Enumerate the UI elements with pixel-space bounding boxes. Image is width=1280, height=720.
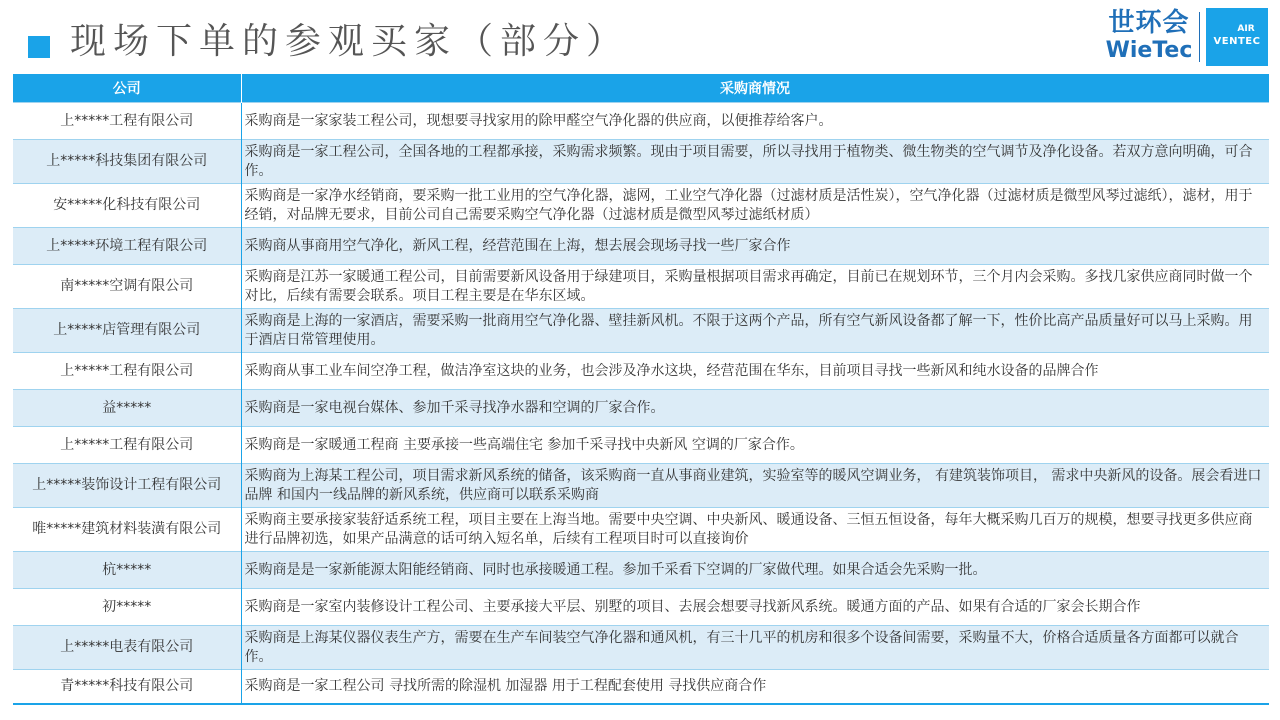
wietec-logo bbox=[1103, 8, 1195, 64]
table-row bbox=[13, 427, 1269, 464]
table-row bbox=[13, 589, 1269, 626]
logo-divider bbox=[1199, 12, 1200, 62]
wietec-logo-chinese: 世环会 bbox=[1108, 8, 1190, 38]
company-cell: 上*****工程有限公司 bbox=[13, 427, 241, 464]
table-row bbox=[13, 353, 1269, 390]
buyer-desc-cell: 采购商是一家电视台媒体、参加千采寻找净水器和空调的厂家合作。 bbox=[241, 390, 1269, 427]
table-row bbox=[13, 103, 1269, 140]
header-buyer-info: 采购商情况 bbox=[241, 74, 1269, 103]
company-cell: 青*****科技有限公司 bbox=[13, 670, 241, 704]
company-cell: 上*****装饰设计工程有限公司 bbox=[13, 464, 241, 508]
airventec-logo bbox=[1206, 8, 1268, 66]
company-cell: 益***** bbox=[13, 390, 241, 427]
buyer-desc-cell: 采购商为上海某工程公司，项目需求新风系统的储备，该采购商一直从事商业建筑，实验室等的暖风空调业务， 有建筑装饰项目， 需求中央新风的设备。展会看进口品牌 和国内一线品牌的新风系统，供应商可以联系采购商 bbox=[241, 464, 1269, 508]
company-cell: 唯*****建筑材料装潢有限公司 bbox=[13, 508, 241, 552]
buyer-desc-cell: 采购商从事商用空气净化，新风工程，经营范围在上海，想去展会现场寻找一些厂家合作 bbox=[241, 228, 1269, 265]
company-cell: 安*****化科技有限公司 bbox=[13, 184, 241, 228]
company-cell: 上*****工程有限公司 bbox=[13, 103, 241, 140]
buyer-desc-cell: 采购商是一家室内装修设计工程公司、主要承接大平层、别墅的项目、去展会想要寻找新风系统。暖通方面的产品、如果有合适的厂家会长期合作 bbox=[241, 589, 1269, 626]
company-cell: 上*****电表有限公司 bbox=[13, 626, 241, 670]
buyer-desc-cell: 采购商从事工业车间空净工程，做洁净室这块的业务，也会涉及净水这块，经营范围在华东，目前项目寻找一些新风和纯水设备的品牌合作 bbox=[241, 353, 1269, 390]
title-bullet-square bbox=[28, 36, 50, 58]
table-row bbox=[13, 464, 1269, 508]
table-row bbox=[13, 552, 1269, 589]
company-cell: 上*****店管理有限公司 bbox=[13, 309, 241, 353]
table-row bbox=[13, 309, 1269, 353]
table-row bbox=[13, 265, 1269, 309]
table-row bbox=[13, 228, 1269, 265]
page-title: 现场下单的参观买家（部分） bbox=[70, 21, 630, 62]
table-row bbox=[13, 184, 1269, 228]
company-cell: 初***** bbox=[13, 589, 241, 626]
table-row bbox=[13, 140, 1269, 184]
buyer-desc-cell: 采购商是上海的一家酒店，需要采购一批商用空气净化器、壁挂新风机。不限于这两个产品，所有空气新风设备都了解一下，性价比高产品质量好可以马上采购。用于酒店日常管理使用。 bbox=[241, 309, 1269, 353]
buyer-desc-cell: 采购商是一家暖通工程商 主要承接一些高端住宅 参加千采寻找中央新风 空调的厂家合作。 bbox=[241, 427, 1269, 464]
company-cell: 上*****科技集团有限公司 bbox=[13, 140, 241, 184]
header-company: 公司 bbox=[13, 74, 241, 103]
company-cell: 上*****环境工程有限公司 bbox=[13, 228, 241, 265]
company-cell: 上*****工程有限公司 bbox=[13, 353, 241, 390]
table-row bbox=[13, 626, 1269, 670]
table-row bbox=[13, 508, 1269, 552]
buyer-desc-cell: 采购商是一家家装工程公司，现想要寻找家用的除甲醛空气净化器的供应商，以便推荐给客户。 bbox=[241, 103, 1269, 140]
table-header-row bbox=[13, 74, 1269, 103]
buyers-table bbox=[13, 74, 1270, 705]
airventec-logo-air: AIR bbox=[1237, 24, 1255, 34]
company-cell: 南*****空调有限公司 bbox=[13, 265, 241, 309]
buyer-desc-cell: 采购商主要承接家装舒适系统工程，项目主要在上海当地。需要中央空调、中央新风、暖通设备、三恒五恒设备，每年大概采购几百万的规模，想要寻找更多供应商进行品牌初选，如果产品满意的话可纳入短名单，后续有工程项目时可以直接询价 bbox=[241, 508, 1269, 552]
buyer-desc-cell: 采购商是是一家新能源太阳能经销商、同时也承接暖通工程。参加千采看下空调的厂家做代理。如果合适会先采购一批。 bbox=[241, 552, 1269, 589]
airventec-logo-ventec: VENTEC bbox=[1213, 36, 1261, 47]
table-row bbox=[13, 390, 1269, 427]
buyer-desc-cell: 采购商是一家工程公司 寻找所需的除湿机 加湿器 用于工程配套使用 寻找供应商合作 bbox=[241, 670, 1269, 704]
company-cell: 杭***** bbox=[13, 552, 241, 589]
table-row bbox=[13, 670, 1269, 704]
wietec-logo-english: WieTec bbox=[1105, 38, 1193, 63]
buyer-desc-cell: 采购商是一家工程公司，全国各地的工程都承接，采购需求频繁。现由于项目需要，所以寻找用于植物类、微生物类的空气调节及净化设备。若双方意向明确，可合作。 bbox=[241, 140, 1269, 184]
buyer-desc-cell: 采购商是一家净水经销商，要采购一批工业用的空气净化器，滤网，工业空气净化器（过滤材质是活性炭），空气净化器（过滤材质是微型风琴过滤纸），滤材，用于经销，对品牌无要求，目前公司自己需要采购空气净化器（过滤材质是微型风琴过滤纸材质） bbox=[241, 184, 1269, 228]
buyer-desc-cell: 采购商是江苏一家暖通工程公司，目前需要新风设备用于绿建项目，采购量根据项目需求再确定，目前已在规划环节，三个月内会采购。多找几家供应商同时做一个对比，后续有需要会联系。项目工程主要是在华东区域。 bbox=[241, 265, 1269, 309]
buyer-desc-cell: 采购商是上海某仪器仪表生产方，需要在生产车间装空气净化器和通风机，有三十几平的机房和很多个设备间需要，采购量不大，价格合适质量各方面都可以就合作。 bbox=[241, 626, 1269, 670]
